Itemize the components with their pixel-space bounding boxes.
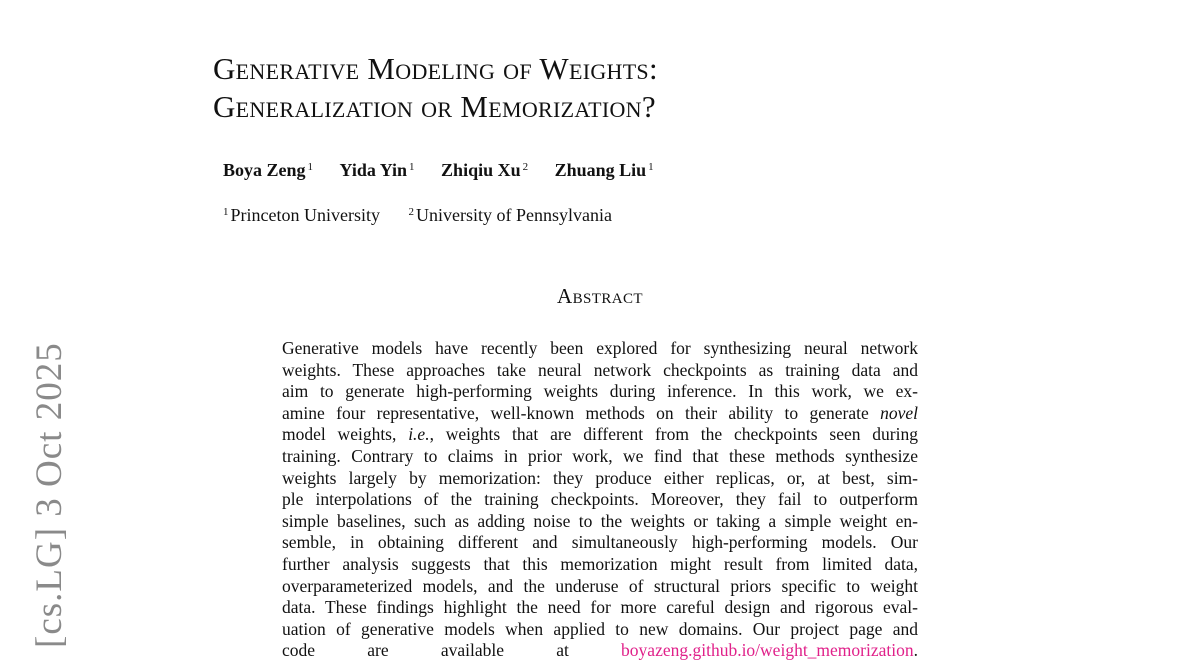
abstract-line: Generative models have recently been explored for synthesizing neural network [282, 338, 918, 358]
abstract-line: ple interpolations of the training checkpoints. Moreover, they fail to outperform [282, 489, 918, 510]
affiliation-name: Princeton University [230, 205, 380, 225]
author [441, 160, 528, 181]
abstract-line: uation of generative models when applied to new domains. Our project page and [282, 618, 918, 639]
author-affiliation-mark: 1 [307, 161, 314, 173]
affiliation [408, 205, 611, 226]
abstract-emphasis: i.e. [408, 424, 430, 445]
abstract-line: overparameterized models, and the underuse of structural priors specific to weight [282, 575, 918, 596]
author [223, 160, 313, 181]
paper-title [213, 50, 658, 126]
arxiv-stamp: [cs.LG] 3 Oct 2025 [29, 342, 70, 648]
title-line-2: Generalization or Memorization? [213, 89, 656, 124]
author [555, 160, 654, 181]
abstract-line-last: code are available at boyazeng.github.io/weight_memorization. [282, 640, 918, 661]
abstract-line: simple baselines, such as adding noise to the weights or taking a simple weight en- [282, 510, 918, 531]
abstract-line: aim to generate high-performing weights during inference. In this work, we ex- [282, 381, 918, 402]
project-page-link[interactable]: boyazeng.github.io/weight_memorization [621, 640, 914, 661]
affiliation-index: 2 [408, 206, 414, 218]
author-affiliation-mark: 1 [648, 161, 654, 173]
affiliation-index: 1 [223, 206, 229, 218]
abstract-line: training. Contrary to claims in prior work, we find that these methods synthesize [282, 445, 918, 466]
affiliation-list [223, 205, 636, 226]
author-name: Zhuang Liu [554, 160, 647, 180]
abstract-line: data. These findings highlight the need for more careful design and rigorous eval- [282, 597, 918, 618]
abstract-line: semble, in obtaining different and simultaneously high-performing models. Our [282, 532, 918, 553]
author-affiliation-mark: 2 [522, 161, 529, 173]
abstract-line: weights largely by memorization: they produce either replicas, or, at best, sim- [282, 467, 918, 488]
abstract-body [282, 338, 918, 662]
affiliation [223, 205, 380, 226]
abstract-line: weights. These approaches take neural network checkpoints as training data and [282, 359, 918, 380]
abstract-heading: Abstract [557, 284, 643, 308]
abstract-line: model weights, i.e., weights that are different from the checkpoints seen during [282, 424, 918, 445]
author-affiliation-mark: 1 [409, 161, 415, 173]
abstract-line: further analysis suggests that this memorization might result from limited data, [282, 553, 918, 574]
author [340, 160, 415, 181]
title-line-1: Generative Modeling of Weights: [213, 51, 658, 86]
author-name: Yida Yin [339, 160, 408, 180]
author-name: Zhiqiu Xu [441, 160, 521, 180]
author-name: Boya Zeng [223, 160, 306, 180]
abstract-line: amine four representative, well-known methods on their ability to generate novel [282, 402, 918, 423]
author-list [223, 160, 676, 181]
affiliation-name: University of Pennsylvania [415, 205, 612, 225]
abstract-emphasis: novel [880, 402, 918, 423]
